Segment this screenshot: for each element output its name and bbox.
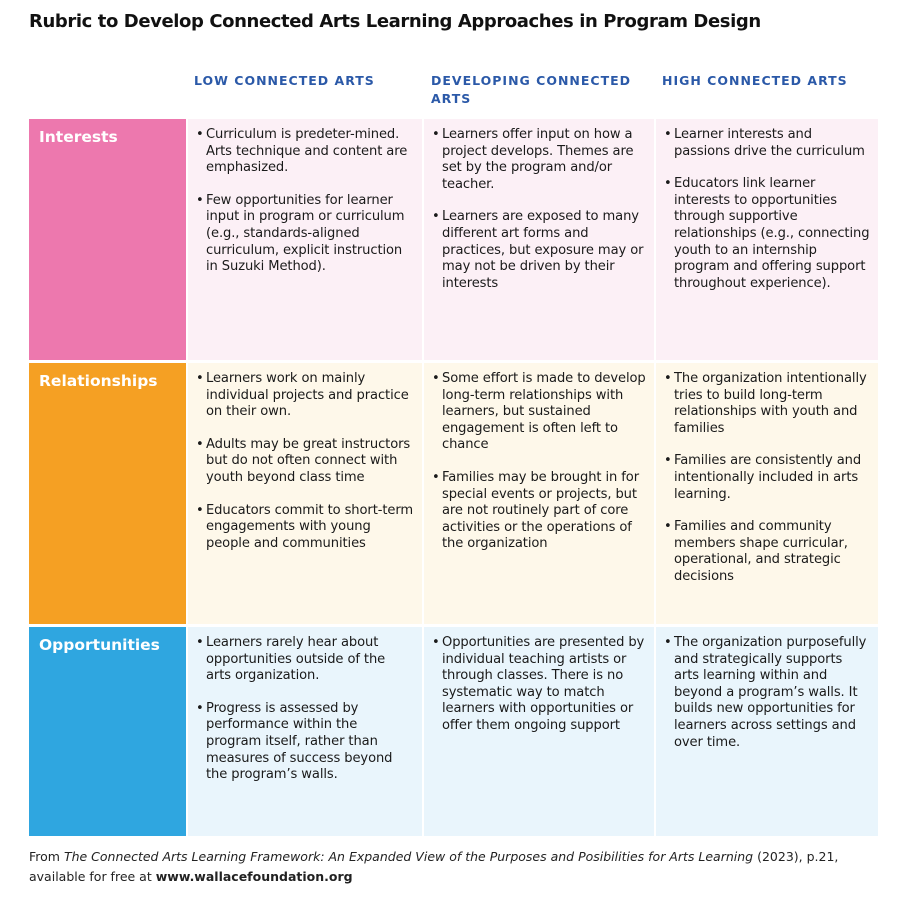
list-item: • Learners work on mainly individual projects and practice on their own. bbox=[197, 371, 414, 421]
list-item: • Curriculum is predeter-mined. Arts technique and content are emphasized. bbox=[197, 127, 414, 177]
foundation-url: www.wallacefoundation.org bbox=[155, 869, 353, 884]
column-header-developing: DEVELOPING CONNECTED ARTS bbox=[431, 73, 632, 106]
cell-opportunities-high bbox=[656, 627, 878, 836]
rubric-table bbox=[29, 119, 878, 838]
citation-prefix: From bbox=[29, 849, 64, 864]
row-label-opportunities: Opportunities bbox=[29, 627, 186, 836]
cell-opportunities-low bbox=[188, 627, 422, 836]
list-item: • Families are consistently and intentionally included in arts learning. bbox=[665, 453, 870, 503]
list-item: • Some effort is made to develop long-term relationships with learners, but sustained engagement is often left to chance bbox=[433, 371, 646, 454]
list-item: • Adults may be great instructors but do not often connect with youth beyond class time bbox=[197, 437, 414, 487]
cell-interests-low bbox=[188, 119, 422, 360]
cell-interests-high bbox=[656, 119, 878, 360]
cell-relationships-high bbox=[656, 363, 878, 624]
row-label-interests: Interests bbox=[29, 119, 186, 360]
cell-relationships-developing bbox=[424, 363, 654, 624]
list-item: • Learners offer input on how a project develops. Themes are set by the program and/or teacher. bbox=[433, 127, 646, 193]
cell-opportunities-developing bbox=[424, 627, 654, 836]
row-label-relationships: Relationships bbox=[29, 363, 186, 624]
list-item: • Progress is assessed by performance within the program itself, rather than measures of success beyond the program’s walls. bbox=[197, 701, 414, 784]
column-header-high: HIGH CONNECTED ARTS bbox=[662, 73, 848, 88]
cell-interests-developing bbox=[424, 119, 654, 360]
source-citation bbox=[29, 847, 889, 887]
list-item: • Families and community members shape curricular, operational, and strategic decisions bbox=[665, 519, 870, 585]
list-item: • Opportunities are presented by individual teaching artists or through classes. There is no systematic way to match learners with opportunities or offer them ongoing support bbox=[433, 635, 646, 735]
column-header-low: LOW CONNECTED ARTS bbox=[194, 73, 375, 88]
list-item: • Learners are exposed to many different art forms and practices, but exposure may or may not be driven by their interests bbox=[433, 209, 646, 292]
citation-availability: available for free at bbox=[29, 869, 156, 884]
list-item: • Educators link learner interests to opportunities through supportive relationships (e.g., connecting youth to an internship program and offering support throughout experience). bbox=[665, 176, 870, 292]
list-item: • The organization intentionally tries to build long-term relationships with youth and families bbox=[665, 371, 870, 437]
list-item: • Few opportunities for learner input in program or curriculum (e.g., standards-aligned curriculum, explicit instruction in Suzuki Method). bbox=[197, 193, 414, 276]
list-item: • Learners rarely hear about opportunities outside of the arts organization. bbox=[197, 635, 414, 685]
list-item: • Families may be brought in for special events or projects, but are not routinely part of core activities or the operations of the organization bbox=[433, 470, 646, 553]
citation-source-title: The Connected Arts Learning Framework: An Expanded View of the Purposes and Posibilities for Arts Learning bbox=[63, 849, 754, 864]
citation-suffix: (2023), p.21, bbox=[753, 849, 839, 864]
page-title: Rubric to Develop Connected Arts Learning Approaches in Program Design bbox=[29, 11, 761, 32]
list-item: • The organization purposefully and strategically supports arts learning within and beyond a program’s walls. It builds new opportunities for learners across settings and over time. bbox=[665, 635, 870, 751]
cell-relationships-low bbox=[188, 363, 422, 624]
list-item: • Learner interests and passions drive the curriculum bbox=[665, 127, 870, 160]
list-item: • Educators commit to short-term engagements with young people and communities bbox=[197, 503, 414, 553]
